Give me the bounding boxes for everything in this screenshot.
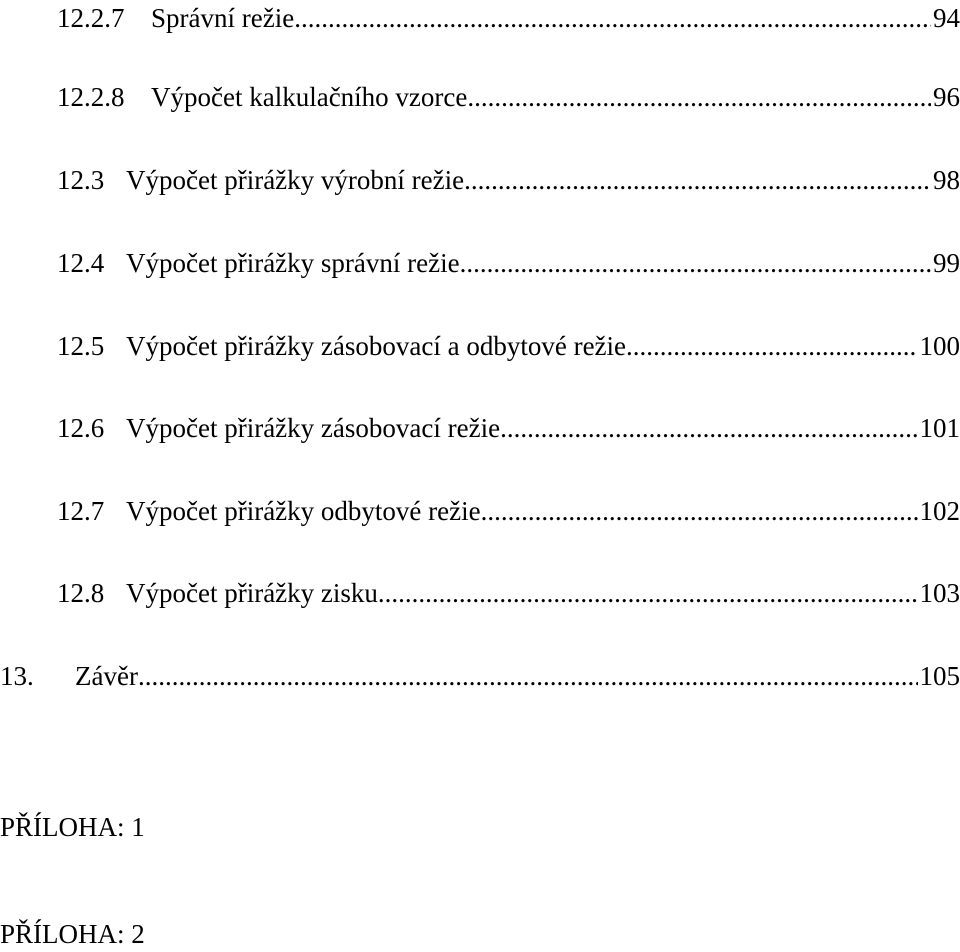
- toc-entry-page: 102: [920, 493, 960, 529]
- toc-entry-13[interactable]: [0, 658, 960, 694]
- toc-entry-12-2-8[interactable]: [57, 79, 960, 115]
- toc-entry-page: 94: [933, 0, 960, 36]
- appendix-heading-1: PŘÍLOHA: 1: [0, 809, 145, 845]
- toc-entry-12-8[interactable]: [57, 575, 960, 611]
- toc-entry-page: 99: [933, 245, 960, 281]
- dot-leader: [464, 162, 931, 198]
- dot-leader: [378, 575, 918, 611]
- toc-entry-number: 12.2.8: [57, 79, 151, 115]
- toc-entry-12-7[interactable]: [57, 493, 960, 529]
- toc-entry-number: 12.3: [57, 162, 126, 198]
- toc-entry-title: Výpočet přirážky odbytové režie: [126, 493, 481, 529]
- toc-entry-number: 12.8: [57, 575, 126, 611]
- toc-entry-title: Výpočet kalkulačního vzorce: [151, 79, 467, 115]
- toc-entry-12-4[interactable]: [57, 245, 960, 281]
- toc-entry-title: Správní režie: [151, 0, 294, 36]
- toc-entry-number: 12.6: [57, 410, 126, 446]
- toc-entry-12-3[interactable]: [57, 162, 960, 198]
- toc-entry-page: 101: [920, 410, 960, 446]
- toc-entry-12-5[interactable]: [57, 328, 960, 364]
- toc-entry-title: Výpočet přirážky správní režie: [126, 245, 460, 281]
- dot-leader: [481, 493, 918, 529]
- toc-entry-page: 100: [920, 328, 960, 364]
- dot-leader: [500, 410, 917, 446]
- toc-entry-number: 13.: [0, 658, 75, 694]
- toc-entry-title: Závěr: [75, 658, 138, 694]
- dot-leader: [467, 79, 931, 115]
- toc-entry-12-2-7[interactable]: [57, 0, 960, 36]
- toc-entry-12-6[interactable]: [57, 410, 960, 446]
- toc-entry-number: 12.5: [57, 328, 126, 364]
- dot-leader: [460, 245, 931, 281]
- toc-entry-page: 105: [920, 658, 960, 694]
- toc-entry-title: Výpočet přirážky zisku: [126, 575, 378, 611]
- dot-leader: [626, 328, 917, 364]
- toc-entry-title: Výpočet přirážky zásobovací a odbytové režie: [126, 328, 626, 364]
- toc-entry-number: 12.2.7: [57, 0, 151, 36]
- toc-entry-number: 12.7: [57, 493, 126, 529]
- toc-entry-title: Výpočet přirážky výrobní režie: [126, 162, 464, 198]
- toc-entry-page: 96: [933, 79, 960, 115]
- dot-leader: [294, 0, 931, 36]
- dot-leader: [138, 658, 918, 694]
- toc-entry-page: 98: [933, 162, 960, 198]
- appendix-heading-2: PŘÍLOHA: 2: [0, 916, 145, 952]
- toc-entry-title: Výpočet přirážky zásobovací režie: [126, 410, 500, 446]
- toc-entry-page: 103: [920, 575, 960, 611]
- toc-entry-number: 12.4: [57, 245, 126, 281]
